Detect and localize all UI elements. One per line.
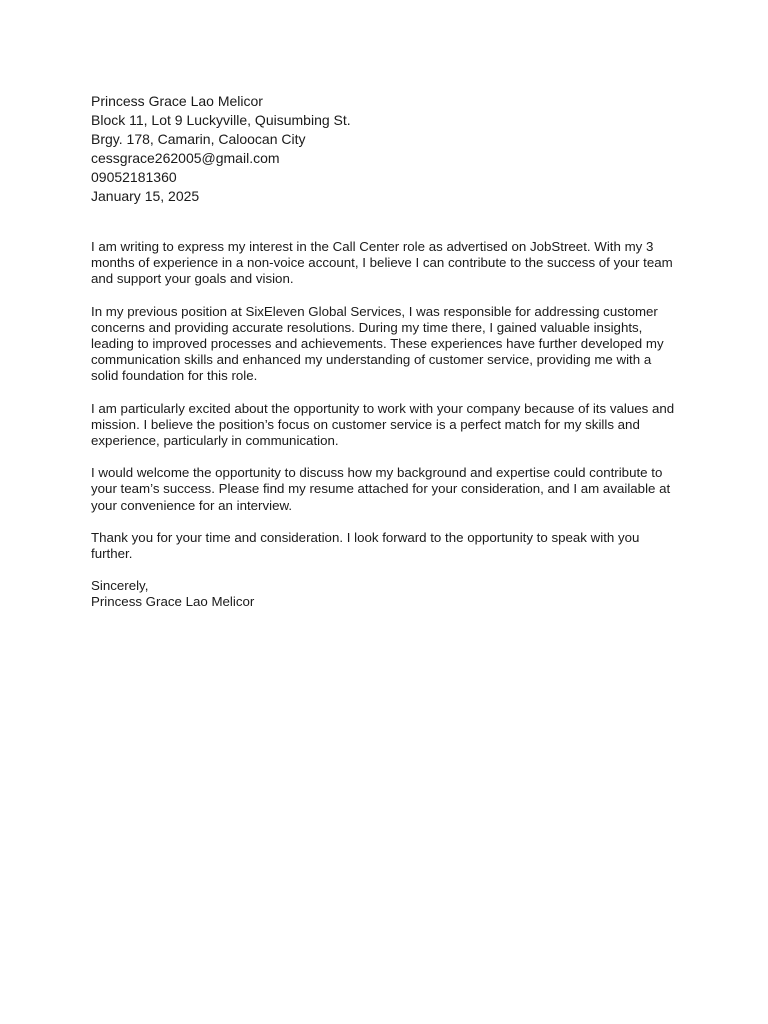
cover-letter-page <box>91 92 681 611</box>
sender-address-line-1: Block 11, Lot 9 Luckyville, Quisumbing St. <box>91 112 351 128</box>
body-paragraph-2: In my previous position at SixEleven Global Services, I was responsible for addressing customer concerns and providing accurate resolutions. During my time there, I gained valuable insights, leading to improved processes and achievements. These experiences have further developed my communication skills and enhanced my understanding of customer service, providing me with a solid foundation for this role. <box>91 303 664 384</box>
letter-closing <box>91 578 681 610</box>
body-paragraph-1: I am writing to express my interest in the Call Center role as advertised on JobStreet. With my 3 months of experience in a non-voice account, I believe I can contribute to the success of your team and support your goals and vision. <box>91 239 673 287</box>
sender-address-line-2: Brgy. 178, Camarin, Caloocan City <box>91 131 306 147</box>
sender-name: Princess Grace Lao Melicor <box>91 93 263 109</box>
sender-email: cessgrace262005@gmail.com <box>91 150 280 166</box>
letter-body <box>91 239 681 562</box>
sender-info-block <box>91 92 681 206</box>
body-paragraph-5: Thank you for your time and consideration. I look forward to the opportunity to speak with you further. <box>91 529 640 562</box>
closing-salutation: Sincerely, <box>91 578 149 594</box>
letter-date: January 15, 2025 <box>91 188 200 204</box>
body-paragraph-3: I am particularly excited about the opportunity to work with your company because of its values and mission. I believe the position’s focus on customer service is a perfect match for my skills and experience, particularly in communication. <box>91 400 675 449</box>
signature-name: Princess Grace Lao Melicor <box>91 594 255 610</box>
sender-phone: 09052181360 <box>91 169 177 185</box>
body-paragraph-4: I would welcome the opportunity to discuss how my background and expertise could contribute to your team’s success. Please find my resume attached for your consideration, and I am available at your convenience for an interview. <box>91 465 671 513</box>
